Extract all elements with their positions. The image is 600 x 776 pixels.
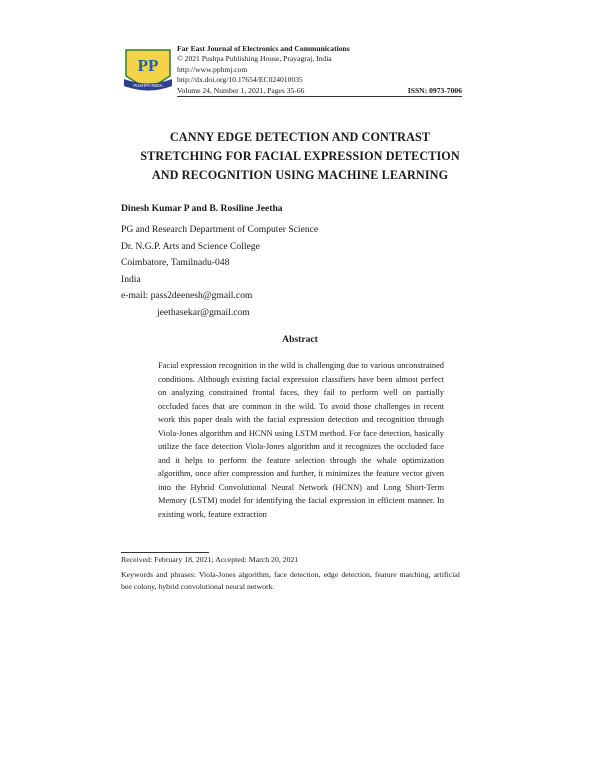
publisher-logo — [122, 46, 174, 94]
abstract-heading: Abstract — [282, 334, 318, 345]
email-line-2[interactable]: jeethasekar@gmail.com — [157, 306, 250, 318]
volume-line — [177, 86, 462, 96]
affiliation-line: Coimbatore, Tamilnadu-048 — [121, 257, 230, 268]
issn: ISSN: 0973-7006 — [407, 85, 462, 95]
email-line[interactable]: e-mail: pass2deenesh@gmail.com — [121, 290, 253, 301]
authors: Dinesh Kumar P and B. Rosiline Jeetha — [121, 203, 283, 214]
title-line: CANNY EDGE DETECTION AND CONTRAST — [169, 130, 431, 144]
affiliation-block — [121, 222, 318, 321]
journal-url[interactable]: http://www.pphmj.com — [177, 64, 248, 74]
title-line: STRETCHING FOR FACIAL EXPRESSION DETECTION — [140, 149, 460, 163]
header-divider — [177, 96, 462, 97]
doi-link[interactable]: http://dx.doi.org/10.17654/EC024010035 — [177, 75, 303, 85]
copyright-line: © 2021 Pushpa Publishing House, Prayagraj, India — [177, 54, 332, 64]
affiliation-line: Dr. N.G.P. Arts and Science College — [121, 240, 260, 252]
title-line: AND RECOGNITION USING MACHINE LEARNING — [151, 168, 449, 182]
affiliation-line: PG and Research Department of Computer Science — [121, 224, 319, 235]
abstract-body — [158, 359, 444, 552]
logo-banner-text: PUSHPA INDIA — [133, 83, 163, 88]
footnote-divider — [121, 552, 209, 553]
logo-text: PP — [137, 56, 159, 75]
abstract-paragraph: Facial expression recognition in the wild is challenging due to various unconstrained conditions. Although existing facial expression classifiers have been almost perfect on analyzing constrained frontal faces, they fail to perform well on partially occluded faces that are common in the wild. To avoid those challenges in recent work this paper deals with the facial expression detection and recognition through Viola-Jones algorithm and HCNN using LSTM method. For face detection, basically utilize the face detection Viola-Jones algorithm and it recognizes the occluded face and it helps to perform the feature selection through the whale optimization algorithm, once after compression and further, it minimizes the feature vector given into the Hybrid Convolutional Neural Network (HCNN) and Long Short-Term Memory (LSTM) model for identifying the facial expression in efficient manner. In existing work, feature extraction — [158, 361, 444, 520]
volume-info: Volume 24, Number 1, 2021, Pages 35-66 — [177, 85, 305, 95]
journal-header — [177, 44, 462, 96]
journal-title: Far East Journal of Electronics and Communications — [177, 44, 350, 53]
affiliation-line: India — [121, 273, 141, 285]
keywords: Keywords and phrases: Viola-Jones algorithm, face detection, edge detection, feature matching, artificial bee colony, hybrid convolutional neural network. — [121, 570, 460, 591]
paper-title — [100, 128, 500, 185]
received-dates: Received: February 18, 2021; Accepted: March 20, 2021 — [121, 555, 299, 564]
